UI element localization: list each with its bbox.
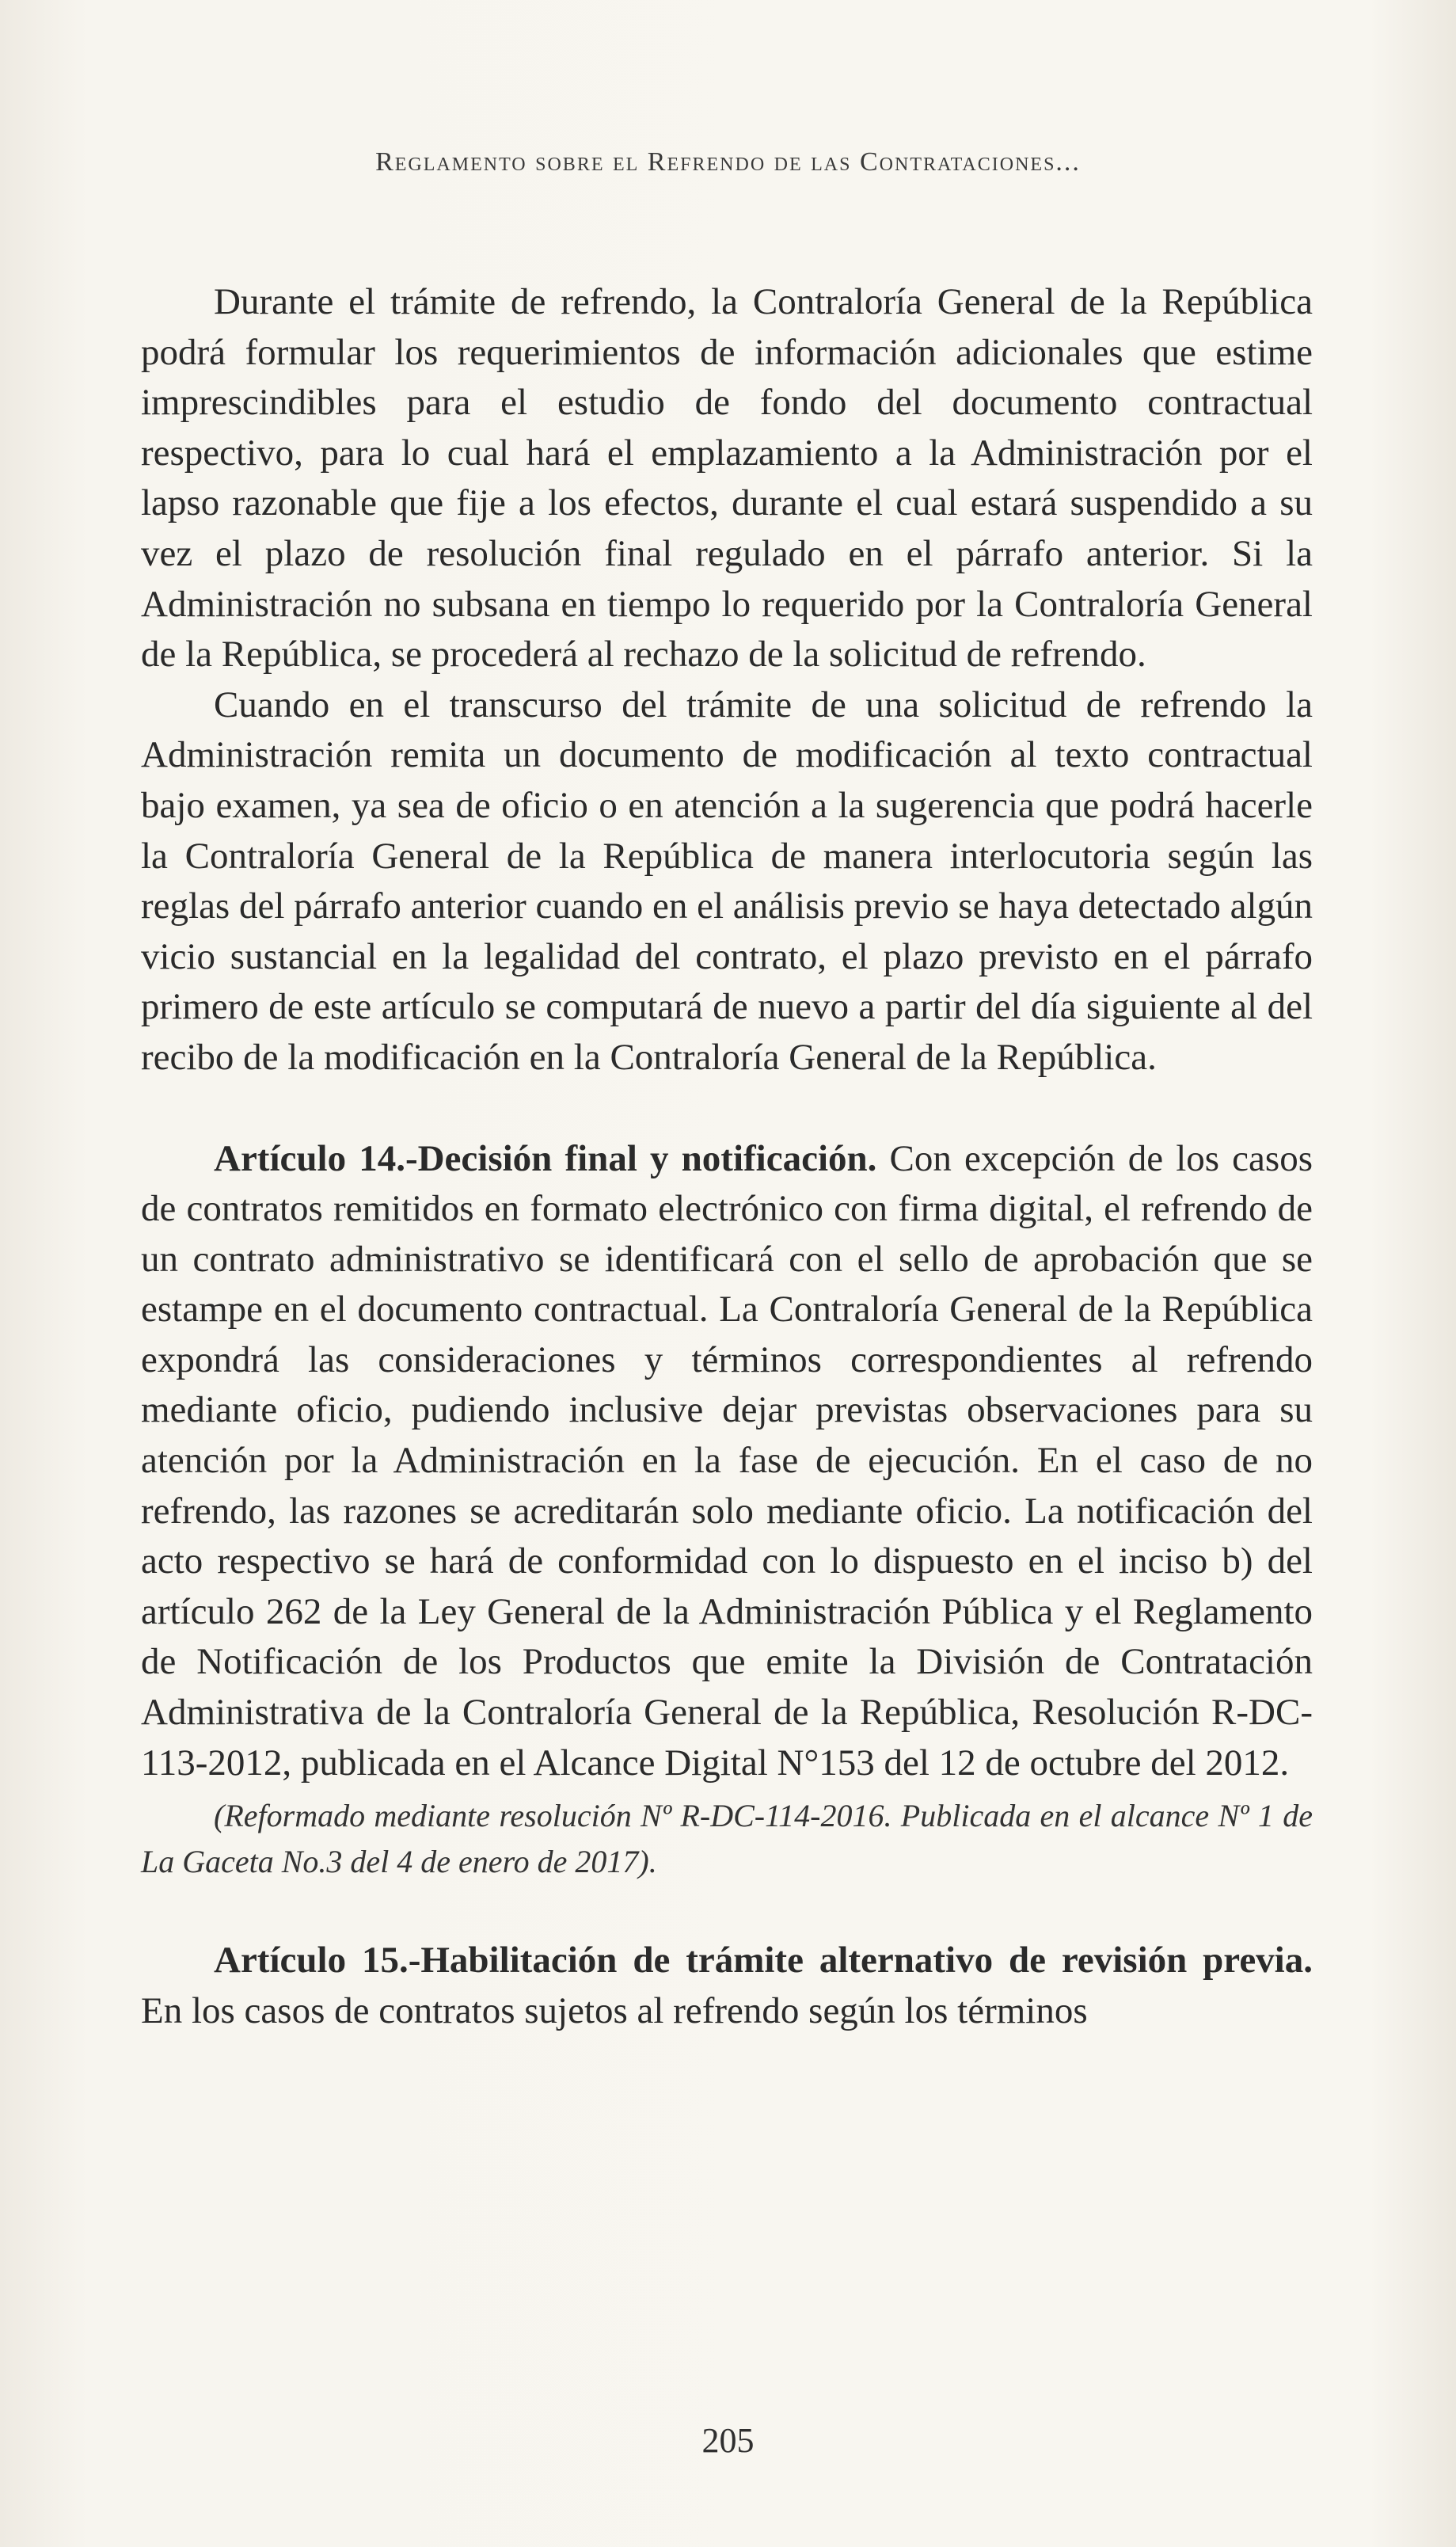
section-spacer [141, 1885, 1313, 1936]
paragraph-modificacion: Cuando en el transcurso del trámite de una solicitud de refrendo la Administración remita un documento de modificación al texto contractual bajo examen, ya sea de oficio o en atención a la sugerencia que podrá hacerle la Contraloría General de la República de manera interlocutoria según las reglas del párrafo anterior cuando en el análisis previo se haya detectado algún vicio sustancial en la legalidad del contrato, el plazo previsto en el párrafo primero de este artículo se computará de nuevo a partir del día siguiente al del recibo de la modificación en la Contraloría General de la República. [141, 683, 1313, 1078]
paragraph-requerimientos: Durante el trámite de refrendo, la Contraloría General de la República podrá formular los requerimientos de información adicionales que estime imprescindibles para el estudio de fondo del documento contractual respectivo, para lo cual hará el emplazamiento a la Administración por el lapso razonable que fije a los efectos, durante el cual estará suspendido a su vez el plazo de resolución final regulado en el párrafo anterior. Si la Administración no subsana en tiempo lo requerido por la Contraloría General de la República, se procederá al rechazo de la solicitud de refrendo. [141, 281, 1313, 676]
article-14-body: Con excepción de los casos de contratos remitidos en formato electrónico con firma digital, el refrendo de un contrato administrativo se identificará con el sello de aprobación que se estampe en el documento contractual. La Contraloría General de la República expondrá las consideraciones y términos correspondientes al refrendo mediante oficio, pudiendo inclusive dejar previstas observaciones para su atención por la Administración en la fase de ejecución. En el caso de no refrendo, las razones se acreditarán solo mediante oficio. La notificación del acto respectivo se hará de conformidad con lo dispuesto en el inciso b) del artículo 262 de la Ley General de la Administración Pública y el Reglamento de Notificación de los Productos que emite la División de Contratación Administrativa de la Contraloría General de la República, Resolución R-DC-113-2012, publicada en el Alcance Digital N°153 del 12 de octubre del 2012. [141, 1137, 1313, 1784]
article-15-heading: Artículo 15.-Habilitación de trámite alternativo de revisión previa. [214, 1940, 1313, 1982]
article-14-heading: Artículo 14.-Decisión final y notificación. [214, 1137, 877, 1179]
article-14 [141, 1134, 1313, 1789]
page-body [141, 277, 1313, 2036]
article-15 [141, 1936, 1313, 2036]
article-15-body: En los casos de contratos sujetos al refrendo según los términos [141, 1989, 1088, 2031]
running-header: Reglamento sobre el Refrendo de las Contrataciones... [375, 147, 1081, 177]
article-14-reform-note: (Reformado mediante resolución Nº R-DC-114-2016. Publicada en el alcance Nº 1 de La Gaceta No.3 del 4 de enero de 2017). [141, 1798, 1313, 1880]
page-number: 205 [701, 2421, 755, 2460]
section-spacer [141, 1083, 1313, 1134]
